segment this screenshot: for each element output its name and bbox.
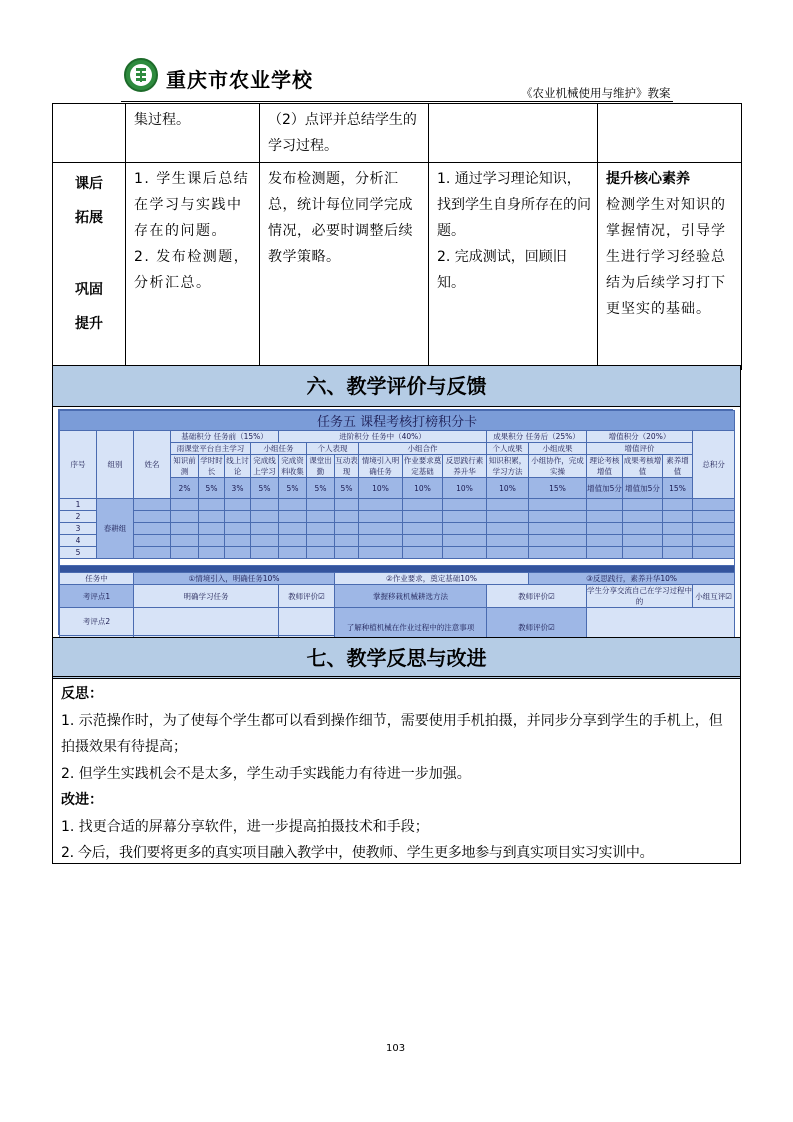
table-row: 3	[60, 523, 735, 535]
reflect-heading: 反思：	[61, 686, 103, 702]
section6-title: 六、教学评价与反馈	[52, 365, 741, 407]
group-name: 春耕组	[97, 499, 134, 559]
table-row: 1 春耕组	[60, 499, 735, 511]
section7-title: 七、教学反思与改进	[52, 637, 741, 679]
course-label: 《农业机械使用与维护》教案	[521, 86, 671, 100]
col-group: 组别	[97, 431, 134, 499]
reflection-block	[52, 676, 741, 864]
stage-label: 课后 拓展 巩固 提升	[53, 163, 126, 370]
school-name: 重庆市农业学校	[166, 68, 313, 92]
improve-heading: 改进：	[61, 792, 103, 808]
improve-item: 2. 今后，我们要将更多的真实项目融入教学中，使教师、学生更多地参与到真实项目实习实训中。	[61, 845, 654, 861]
header-rule	[121, 101, 673, 102]
student-activity: 1. 通过学习理论知识，找到学生自身所存在的问题。 2. 完成测试，回顾旧知。	[429, 163, 598, 370]
intent-cell	[598, 104, 742, 163]
teaching-activity: 发布检测题，分析汇总，统计每位同学完成情况，必要时调整后续教学策略。	[260, 163, 429, 370]
teacher-cell: 集过程。	[126, 104, 260, 163]
reflect-item: 2. 但学生实践机会不是太多，学生动手实践能力有待进一步加强。	[61, 765, 471, 782]
stage-cell	[53, 104, 126, 163]
task-label: 任务中	[60, 573, 134, 585]
design-intent: 提升核心素养 检测学生对知识的掌握情况，引导学生进行学习经验总结为后续学习打下更坚实的基础。	[598, 163, 742, 370]
reflect-item: 1. 示范操作时，为了使每个学生都可以看到操作细节，需要使用手机拍摄，并同步分享到学生的手机上，但拍摄效果有待提高；	[61, 712, 723, 755]
page-number: 103	[386, 1043, 406, 1054]
table-row	[53, 104, 742, 163]
table-row	[53, 163, 742, 370]
table-row: 4	[60, 535, 735, 547]
scorecard: 任务五 课程考核打榜积分卡 序号 组别 姓名 基础积分 任务前（15%） 进阶积分 任务中（40%） 成果积分 任务后（25%） 增值积分（20%） 总积分 雨课堂平台自主学习 小组任务 个人表现 小组合作 个人成果 小组成果 增值评价 知识前测 学时时长 线上讨论 完成线上学习 完成资料收集 课堂出勤 互动表现 情境引入明确任务 作业要求奠定基础 反思践行素养升华 知识积累，学习方法 小组协作，完成实操 理论考核增值 成果考核增值 素养增值 2% 5% 3% 5% 5% 5% 5% 10% 10% 10% 10% 15% 增值加5分 增值加5分 15% 1 春耕组 2 3 4 5 任务中 ①情境引入，明确任务10% ②作业要求，奠定基础10% ③反思践行，素养升华10% 考评点1 明确学习任务 教师评价☑ 掌握移栽机械耕选方法 教师评价☑ 学生分享交流自己在学习过程中的 小组互评☑ 考评点2 了解种植机械在作业过程中的注意事项 教师评价☑	[58, 409, 733, 635]
col-seq: 序号	[60, 431, 97, 499]
activity-cell: （2）点评并总结学生的学习过程。	[260, 104, 429, 163]
improve-item: 1. 找更合适的屏幕分享软件，进一步提高拍摄技术和手段；	[61, 818, 429, 835]
table-row: 2	[60, 511, 735, 523]
col-name: 姓名	[134, 431, 171, 499]
teacher-activity: 1. 学生课后总结在学习与实践中存在的问题。 2. 发布检测题，分析汇总。	[126, 163, 260, 370]
student-cell	[429, 104, 598, 163]
lesson-table	[52, 103, 742, 370]
scorecard-title: 任务五 课程考核打榜积分卡	[60, 411, 735, 431]
table-row: 5	[60, 547, 735, 559]
col-total: 总积分	[693, 431, 735, 499]
school-logo	[124, 58, 158, 92]
school-emblem-icon	[126, 60, 156, 90]
